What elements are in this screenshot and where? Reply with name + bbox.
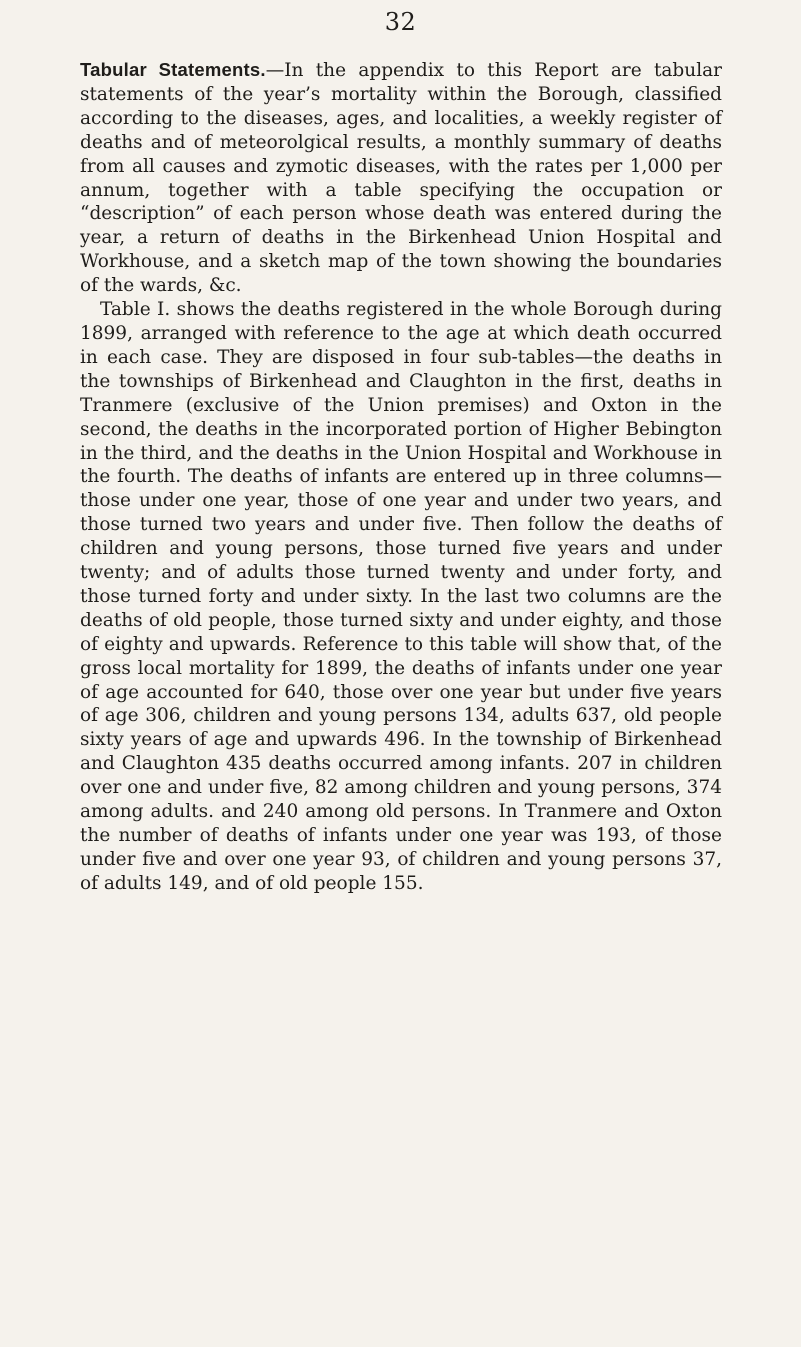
page-body (80, 58, 722, 896)
page-number: 32 (384, 8, 417, 36)
paragraph-tabular-statements (80, 58, 722, 298)
section-heading: Tabular Statements. (80, 59, 266, 80)
paragraph-text: —In the appendix to this Report are tabular statements of the year’s mortality within the Borough, classified according to the diseases, ages, and localities, a weekly register of deaths and of meteorolgical results, a monthly summary of deaths from all causes and zymotic diseases, with the rates per 1,000 per annum, together with a table specifying the occupation or “description” of each person whose death was entered during the year, a return of deaths in the Birkenhead Union Hospital and Workhouse, and a sketch map of the town showing the boundaries of the wards, &c. (80, 60, 722, 297)
paragraph-table-one: Table I. shows the deaths registered in the whole Borough during 1899, arranged with reference to the age at which death occurred in each case. They are disposed in four sub-tables—the deaths in the townships of Birkenhead and Claughton in the first, deaths in Tranmere (exclusive of the Union premises) and Oxton in the second, the deaths in the incorporated portion of Higher Bebington in the third, and the deaths in the Union Hospital and Workhouse in the fourth. The deaths of infants are entered up in three columns—those under one year, those of one year and under two years, and those turned two years and under five. Then follow the deaths of children and young persons, those turned five years and under twenty; and of adults those turned twenty and under forty, and those turned forty and under sixty. In the last two columns are the deaths of old people, those turned sixty and under eighty, and those of eighty and upwards. Reference to this table will show that, of the gross local mortality for 1899, the deaths of infants under one year of age accounted for 640, those over one year but under five years of age 306, children and young persons 134, adults 637, old people sixty years of age and upwards 496. In the township of Birkenhead and Claughton 435 deaths occurred among infants. 207 in children over one and under five, 82 among children and young persons, 374 among adults. and 240 among old persons. In Tranmere and Oxton the number of deaths of infants under one year was 193, of those under five and over one year 93, of children and young persons 37, of adults 149, and of old people 155. (80, 299, 722, 894)
